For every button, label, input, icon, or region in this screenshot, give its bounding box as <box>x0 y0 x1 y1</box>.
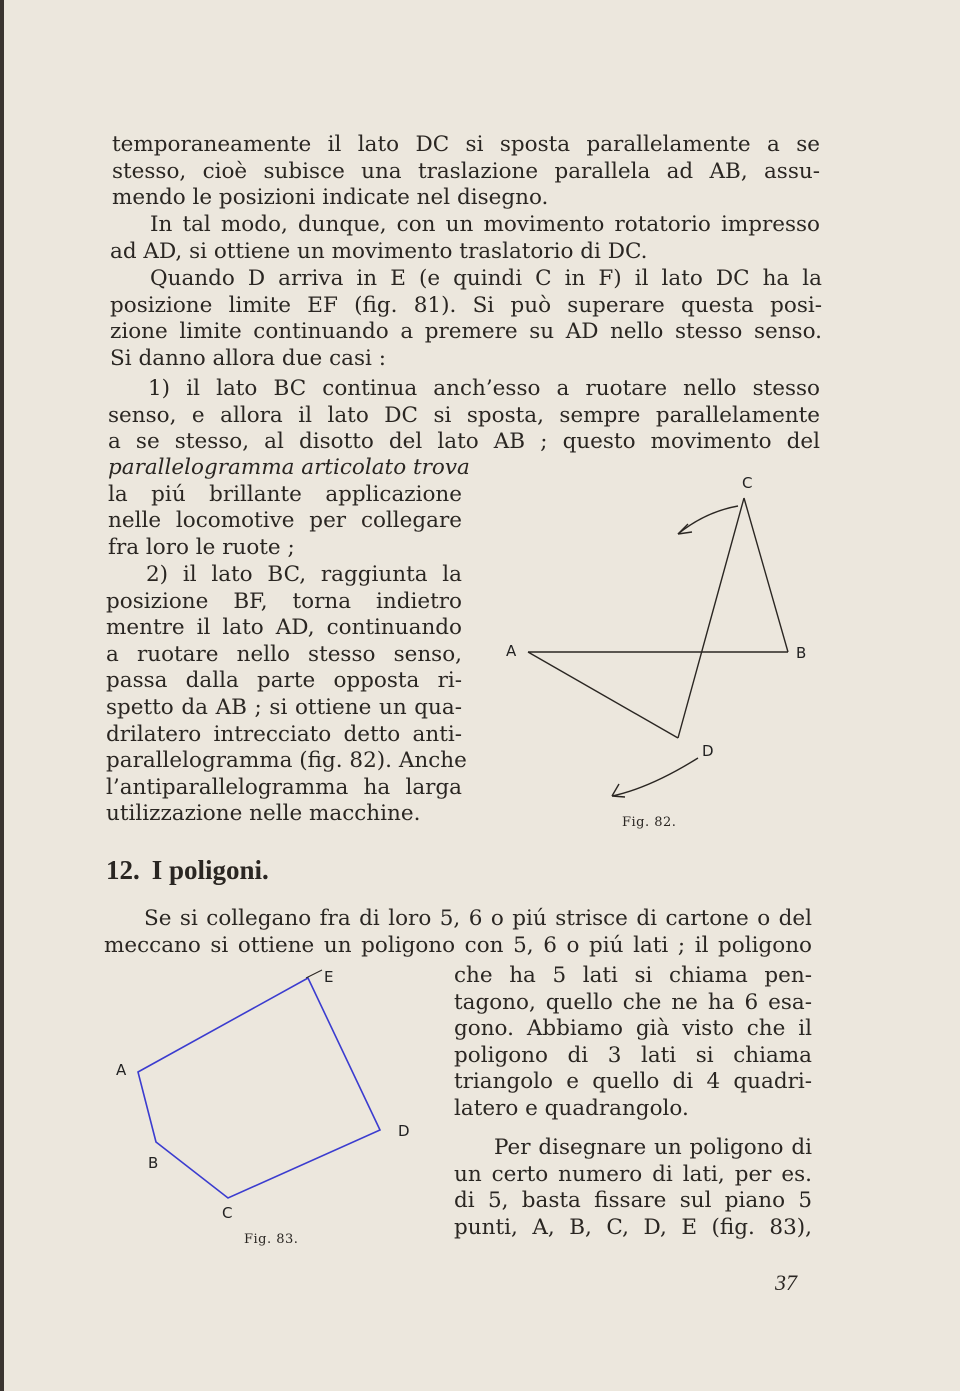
text-line: la piú brillante applicazione <box>108 481 462 507</box>
section-number: 12. <box>106 855 140 885</box>
text-line: 1) il lato BC continua anch’esso a ruotare nello stesso <box>148 376 820 401</box>
paragraph-6 <box>106 562 467 828</box>
paragraph-5 <box>108 455 470 561</box>
figure-83-caption: Fig. 83. <box>244 1232 299 1247</box>
label-D: D <box>398 1122 410 1140</box>
text-line: posizione limite EF (fig. 81). Si può superare questa posi- <box>110 292 822 318</box>
text-line: a ruotare nello stesso senso, <box>106 641 462 667</box>
label-A: A <box>506 642 517 660</box>
text-line: stesso, cioè subisce una traslazione parallela ad AB, assu- <box>112 158 820 184</box>
text-line: Se si collegano fra di loro 5, 6 o piú strisce di cartone o del <box>144 906 812 931</box>
paragraph-8 <box>454 963 812 1123</box>
text-line: mendo le posizioni indicate nel disegno. <box>112 185 549 211</box>
section-title: I poligoni. <box>151 855 269 885</box>
text-line: Per disegnare un poligono di <box>494 1135 812 1160</box>
label-E: E <box>324 968 334 986</box>
label-B: B <box>148 1154 159 1172</box>
text-line: parallelogramma (fig. 82). Anche <box>106 748 467 774</box>
text-line: l’antiparallelogramma ha larga <box>106 774 462 800</box>
text-line: utilizzazione nelle macchine. <box>106 801 421 827</box>
text-line: nelle locomotive per collegare <box>108 508 462 534</box>
text-line: passa dalla parte opposta ri- <box>106 668 462 694</box>
figure-82-antiparallelogram <box>490 470 810 830</box>
text-line: gono. Abbiamo già visto che il <box>454 1016 812 1042</box>
text-line: Quando D arriva in E (e quindi C in F) il lato DC ha la <box>150 266 822 291</box>
label-A: A <box>116 1061 127 1079</box>
label-D: D <box>702 742 714 760</box>
segment-C-to-B <box>744 498 788 652</box>
arrow-arc-bottom <box>612 758 698 796</box>
arrow-arc-top <box>678 506 738 534</box>
paragraph-2 <box>110 212 820 265</box>
figure-83-pentagon <box>108 960 438 1220</box>
paragraph-9 <box>454 1135 812 1241</box>
text-line: tagono, quello che ne ha 6 esa- <box>454 989 812 1015</box>
text-line: meccano si ottiene un poligono con 5, 6 o piú lati ; il poligono <box>104 932 812 958</box>
construction-line <box>306 970 322 978</box>
text-line: latero e quadrangolo. <box>454 1095 689 1121</box>
text-line: punti, A, B, C, D, E (fig. 83), <box>454 1214 812 1240</box>
text-line: zione limite continuando a premere su AD nello stesso senso. <box>110 319 822 345</box>
text-line: parallelogramma articolato trova <box>108 455 470 480</box>
paragraph-7 <box>104 906 812 959</box>
paragraph-1 <box>112 132 820 212</box>
page-number: 37 <box>775 1270 797 1295</box>
label-C: C <box>742 474 753 492</box>
paragraph-4 <box>108 376 820 456</box>
text-line: drilatero intrecciato detto anti- <box>106 721 462 747</box>
label-B: B <box>796 644 807 662</box>
page-binding-edge <box>0 0 4 1391</box>
paragraph-3 <box>110 266 822 372</box>
text-line: che ha 5 lati si chiama pen- <box>454 963 812 988</box>
text-line: spetto da AB ; si ottiene un qua- <box>106 694 462 720</box>
segment-D-to-C <box>678 498 744 738</box>
text-line: fra loro le ruote ; <box>108 534 295 560</box>
text-line: un certo numero di lati, per es. <box>454 1161 812 1187</box>
text-line: In tal modo, dunque, con un movimento rotatorio impresso <box>150 212 820 237</box>
text-line: triangolo e quello di 4 quadri- <box>454 1069 812 1095</box>
text-line: di 5, basta fissare sul piano 5 <box>454 1188 812 1214</box>
figure-82-caption: Fig. 82. <box>622 815 677 830</box>
text-line: ad AD, si ottiene un movimento traslatorio di DC. <box>110 238 648 264</box>
text-line: mentre il lato AD, continuando <box>106 615 462 641</box>
segment-A-to-D <box>528 652 678 738</box>
text-line: posizione BF, torna indietro <box>106 588 462 614</box>
text-line: 2) il lato BC, raggiunta la <box>146 562 462 587</box>
text-line: Si danno allora due casi : <box>110 345 386 371</box>
text-line: a se stesso, al disotto del lato AB ; questo movimento del <box>108 429 820 455</box>
label-C: C <box>222 1204 233 1220</box>
section-heading <box>106 855 269 886</box>
text-line: senso, e allora il lato DC si sposta, sempre parallelamente <box>108 402 820 428</box>
pentagon-outline <box>138 978 380 1198</box>
text-line: poligono di 3 lati si chiama <box>454 1042 812 1068</box>
text-line: temporaneamente il lato DC si sposta parallelamente a se <box>112 132 820 157</box>
